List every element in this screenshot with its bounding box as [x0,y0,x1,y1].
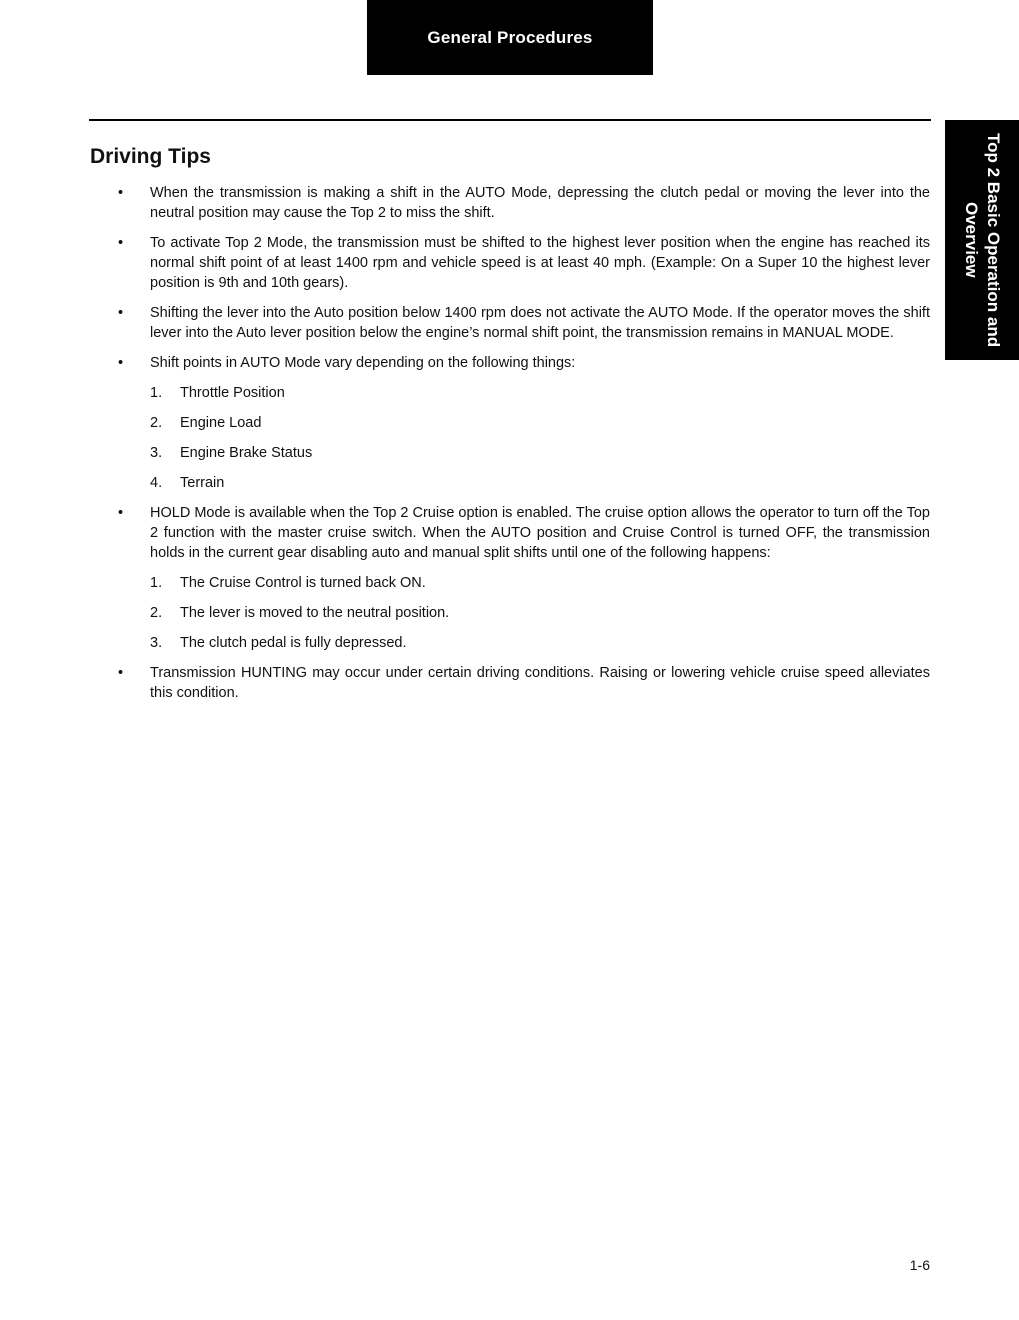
bullet-text: When the transmission is making a shift in the AUTO Mode, depressing the clutch pedal or moving the lever into the neutral position may cause the Top 2 to miss the shift. [150,185,930,221]
bullet-marker: • [118,505,124,521]
bullet-text: To activate Top 2 Mode, the transmission must be shifted to the highest lever position when the engine has reached its normal shift point of at least 1400 rpm and vehicle speed is at least 40 mph. (Example: On a Super 10 the highest lever position is 9th and 10th gears). [150,235,930,291]
header-section-label: General Procedures [427,27,593,47]
chapter-side-tab-line-1: Top 2 Basic Operation and [984,132,1003,348]
numbered-item [150,573,930,593]
numbered-item [150,383,930,403]
item-text: The Cruise Control is turned back ON. [180,575,426,591]
bullet-marker: • [118,185,124,201]
header-rule [89,119,931,121]
bullet-text: Shift points in AUTO Mode vary depending on the following things: [150,355,576,371]
driving-tips-list [112,183,930,713]
numbered-item [150,633,930,653]
item-number: 4. [150,475,163,491]
chapter-side-tab [945,120,1019,360]
list-item [112,353,930,373]
item-number: 2. [150,605,163,621]
item-text: Engine Brake Status [180,445,313,461]
item-number: 1. [150,385,163,401]
list-item [112,183,930,223]
item-text: Terrain [180,475,225,491]
item-text: The clutch pedal is fully depressed. [180,635,407,651]
bullet-marker: • [118,355,124,371]
list-item [112,503,930,563]
item-number: 1. [150,575,163,591]
list-item [112,233,930,293]
bullet-marker: • [118,235,124,251]
header-section-tab [367,0,653,75]
numbered-item [150,443,930,463]
page-title: Driving Tips [90,145,211,168]
bullet-marker: • [118,305,124,321]
numbered-item [150,603,930,623]
item-number: 3. [150,445,163,461]
item-text: Engine Load [180,415,262,431]
bullet-text: HOLD Mode is available when the Top 2 Cruise option is enabled. The cruise option allows the operator to turn off the Top 2 function with the master cruise switch. When the AUTO position and Cruise Control is turned OFF, the transmission holds in the current gear disabling auto and manual split shifts until one of the following happens: [150,505,930,561]
item-number: 3. [150,635,163,651]
item-number: 2. [150,415,163,431]
chapter-side-tab-line-2: Overview [962,202,981,278]
item-text: The lever is moved to the neutral position. [180,605,450,621]
chapter-side-tab-label [960,133,1004,347]
bullet-text: Shifting the lever into the Auto position below 1400 rpm does not activate the AUTO Mode. If the operator moves the shift lever into the Auto lever position below the engine’s normal shift point, the transmission remains in MANUAL MODE. [150,305,930,341]
bullet-marker: • [118,665,124,681]
item-text: Throttle Position [180,385,285,401]
list-item [112,663,930,703]
bullet-text: Transmission HUNTING may occur under certain driving conditions. Raising or lowering vehicle cruise speed alleviates this condition. [150,665,930,701]
numbered-item [150,413,930,433]
page-number: 1-6 [909,1257,930,1273]
list-item [112,303,930,343]
numbered-item [150,473,930,493]
